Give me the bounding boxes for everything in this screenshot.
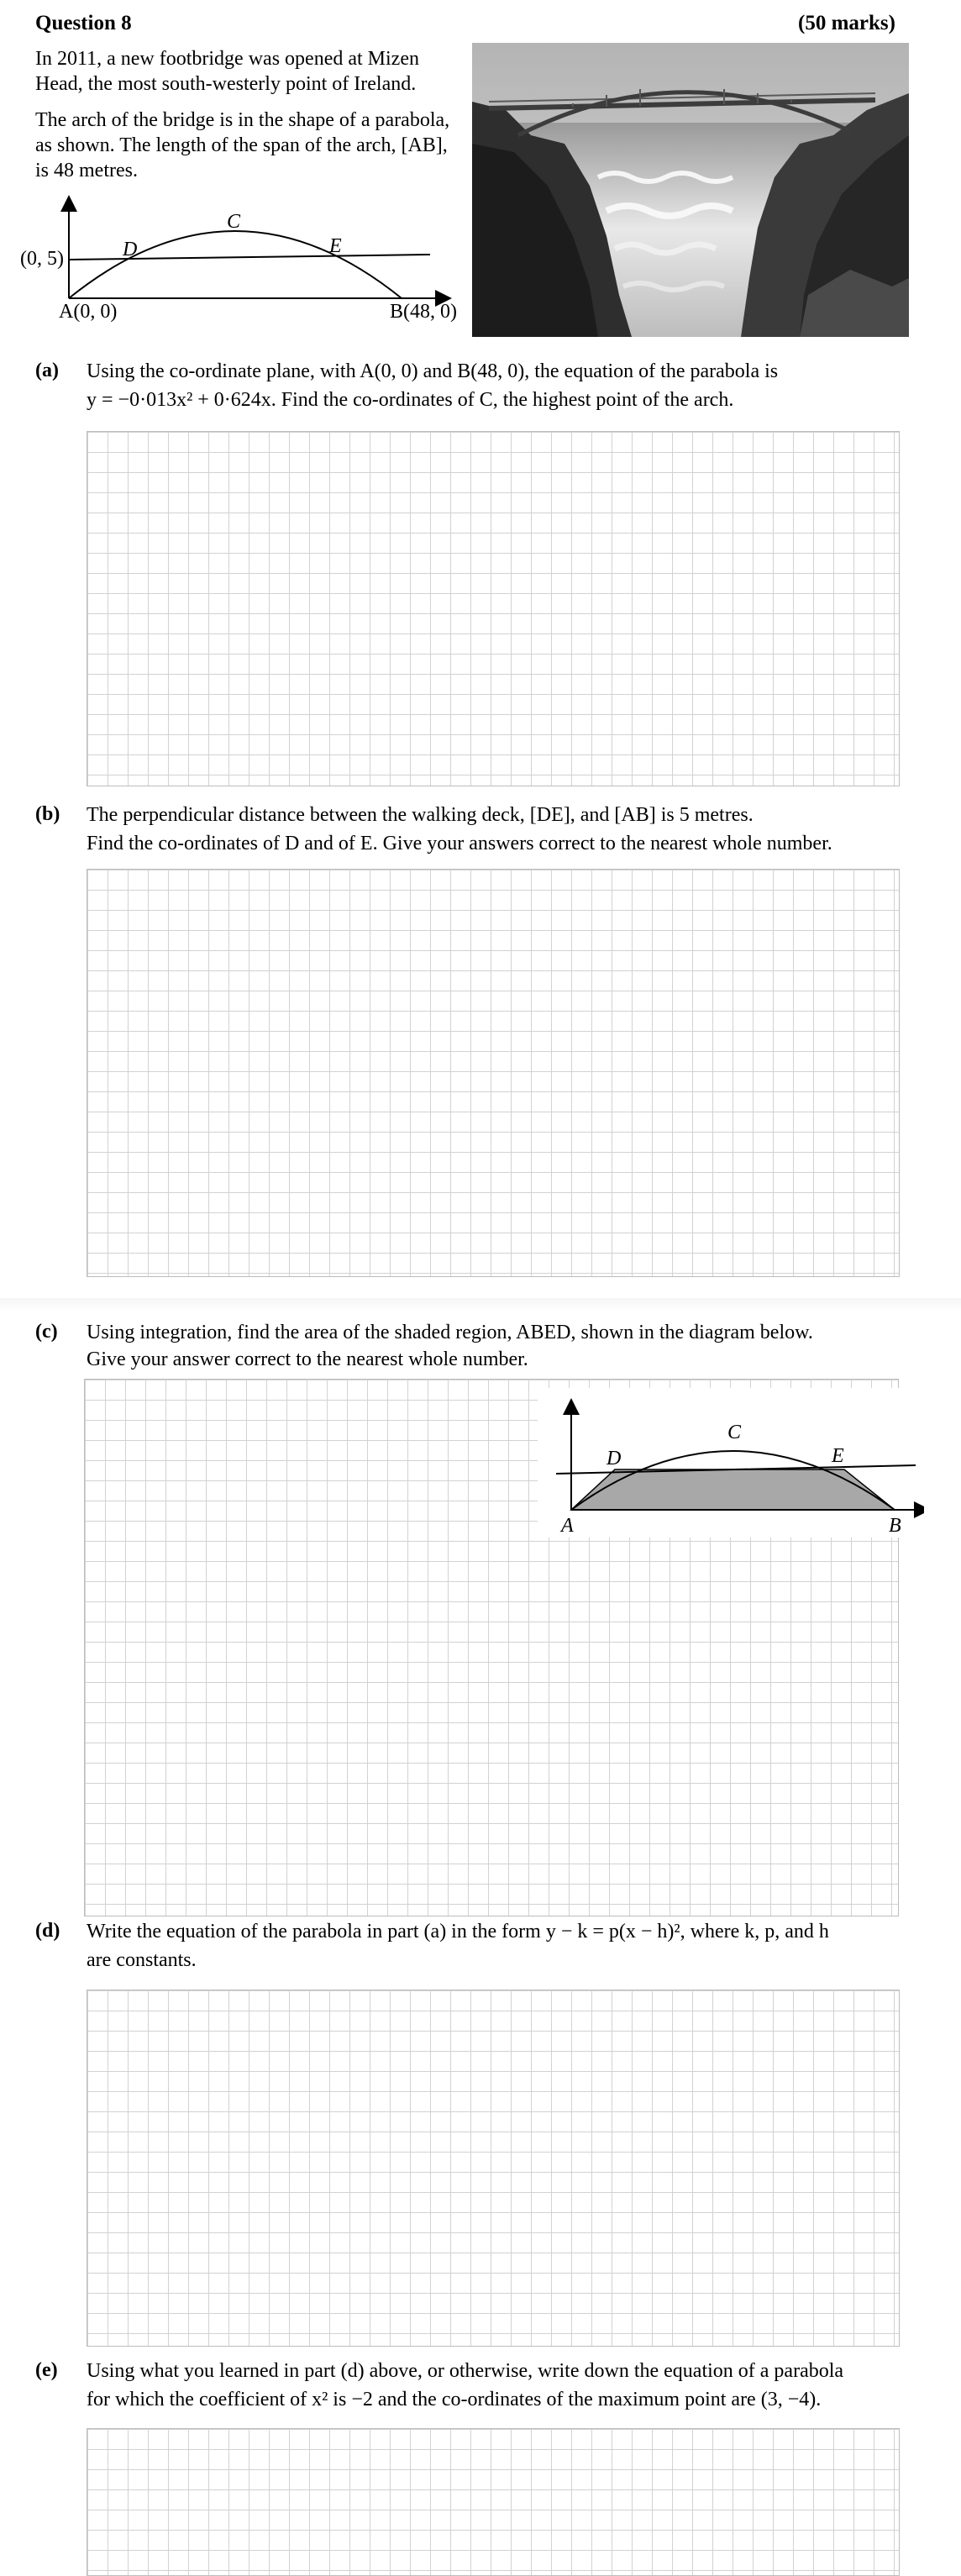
label-C-2: C — [727, 1422, 742, 1443]
answer-grid-a[interactable] — [87, 431, 900, 786]
question-marks: (50 marks) — [798, 12, 895, 34]
part-a-label: (a) — [35, 360, 59, 381]
shaded-region-diagram — [538, 1388, 924, 1538]
part-b-label: (b) — [35, 803, 60, 825]
page-fold — [0, 1298, 961, 1312]
label-E: E — [329, 235, 342, 257]
intro-paragraph-2: The arch of the bridge is in the shape of a parabola, as shown. The length of the span of the arch, [AB], is 48 metres. — [35, 109, 450, 181]
answer-grid-d[interactable] — [87, 1990, 900, 2347]
part-a-line2: y = −0·013x² + 0·624x. Find the co-ordinates of C, the highest point of the arch. — [87, 389, 734, 411]
part-c-line2: Give your answer correct to the nearest whole number. — [87, 1348, 528, 1370]
intro-paragraph-1: In 2011, a new footbridge was opened at Mizen Head, the most south-westerly point of Ireland. — [35, 48, 419, 95]
arch-curve — [69, 231, 402, 298]
part-e-label: (e) — [35, 2359, 58, 2381]
part-b-line2: Find the co-ordinates of D and of E. Give your answers correct to the nearest whole number. — [87, 833, 832, 854]
answer-grid-e[interactable] — [87, 2428, 900, 2576]
label-D-2: D — [607, 1448, 622, 1469]
label-A-2: A — [561, 1515, 574, 1537]
label-C: C — [227, 211, 241, 233]
answer-grid-b[interactable] — [87, 869, 900, 1277]
part-d-label: (d) — [35, 1920, 60, 1942]
label-B-2: B — [889, 1515, 901, 1537]
part-b-line1: The perpendicular distance between the walking deck, [DE], and [AB] is 5 metres. — [87, 804, 754, 826]
shaded-region — [571, 1469, 895, 1510]
question-title: Question 8 — [35, 12, 132, 34]
label-y5: (0, 5) — [20, 248, 64, 270]
bridge-photo-image — [472, 43, 909, 337]
bridge-photo — [472, 43, 909, 337]
label-A: A(0, 0) — [59, 301, 118, 323]
part-c-line1: Using integration, find the area of the shaded region, ABED, shown in the diagram below. — [87, 1322, 813, 1343]
label-B: B(48, 0) — [390, 301, 457, 323]
label-E-2: E — [832, 1445, 844, 1467]
part-e-line1: Using what you learned in part (d) above, or otherwise, write down the equation of a parabola — [87, 2360, 844, 2382]
parabola-diagram — [0, 193, 470, 328]
part-e-line2: for which the coefficient of x² is −2 and the co-ordinates of the maximum point are (3, −4). — [87, 2389, 822, 2410]
part-d-line1: Write the equation of the parabola in part (a) in the form y − k = p(x − h)², where k, p, and h — [87, 1921, 829, 1943]
part-a-line1: Using the co-ordinate plane, with A(0, 0) and B(48, 0), the equation of the parabola is — [87, 360, 779, 382]
part-c-label: (c) — [35, 1321, 58, 1343]
part-d-line2: are constants. — [87, 1949, 197, 1971]
label-D: D — [123, 239, 138, 260]
